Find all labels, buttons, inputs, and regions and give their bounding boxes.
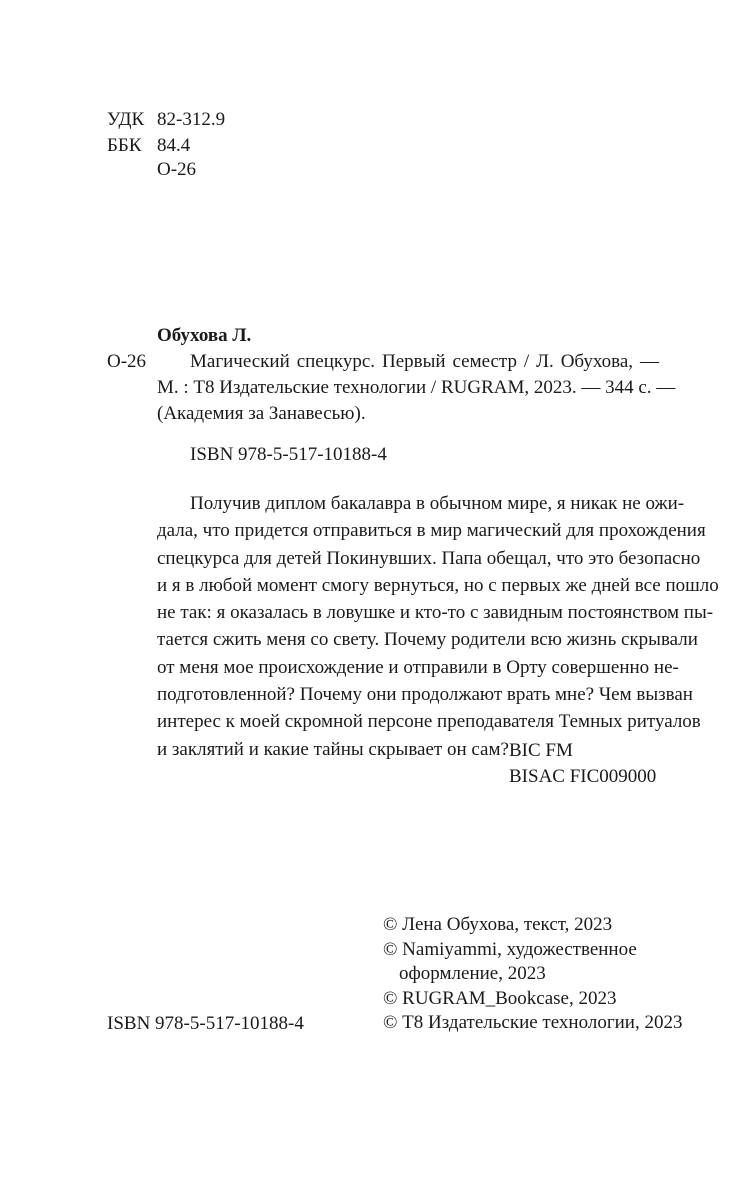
annotation-line: от меня мое происхождение и отправили в Орту совершенно не- — [157, 656, 679, 678]
copyright-line: © Т8 Издательские технологии, 2023 — [383, 1012, 683, 1033]
annotation — [157, 490, 719, 763]
annotation-line: подготовленной? Почему они продолжают врать мне? Чем вызван — [157, 684, 693, 706]
description-line: Магический спецкурс. Первый семестр / Л. Обухова, — — [190, 351, 659, 372]
annotation-line: спецкурса для детей Покинувших. Папа обещал, что это безопасно — [157, 547, 701, 569]
annotation-line: не так: я оказалась в ловушке и кто-то с завидным постоянством пы- — [157, 602, 714, 624]
author-name: Обухова Л. — [157, 325, 252, 346]
isbn-bottom: ISBN 978-5-517-10188-4 — [107, 1013, 304, 1034]
copyright-line: оформление, 2023 — [399, 963, 546, 984]
author-sign: О-26 — [107, 351, 147, 372]
description-line: М. : Т8 Издательские технологии / RUGRAM, 2023. — 344 с. — — [157, 377, 676, 398]
bbk-label: ББК — [107, 135, 142, 156]
author-mark: О-26 — [157, 159, 197, 180]
copyright-block — [383, 913, 682, 1036]
udk-label: УДК — [107, 109, 145, 130]
annotation-line: интерес к моей скромной персоне преподавателя Темных ритуалов — [157, 711, 701, 733]
annotation-line: дала, что придется отправиться в мир магический для прохождения — [157, 520, 706, 542]
copyright-line: © Лена Обухова, текст, 2023 — [383, 914, 613, 935]
isbn: ISBN 978-5-517-10188-4 — [190, 444, 387, 465]
annotation-line: и я в любой момент смогу вернуться, но с первых же дней все пошло — [157, 574, 719, 596]
annotation-line: и заклятий и какие тайны скрывает он сам? — [157, 738, 509, 760]
copyright-line: © Namiyammi, художественное — [383, 938, 637, 960]
description-line: (Академия за Занавесью). — [157, 403, 366, 424]
annotation-line: тается сжить меня со свету. Почему родители всю жизнь скрывали — [157, 629, 698, 651]
udk-value: 82-312.9 — [157, 109, 226, 130]
bibliographic-description — [157, 349, 676, 427]
copyright-line: © RUGRAM_Bookcase, 2023 — [383, 987, 617, 1009]
bisac-code: BISAC FIC009000 — [509, 766, 657, 787]
bbk-value: 84.4 — [157, 135, 191, 156]
annotation-line: Получив диплом бакалавра в обычном мире, я никак не ожи- — [190, 493, 685, 514]
bic-code: BIC FM — [509, 740, 573, 761]
